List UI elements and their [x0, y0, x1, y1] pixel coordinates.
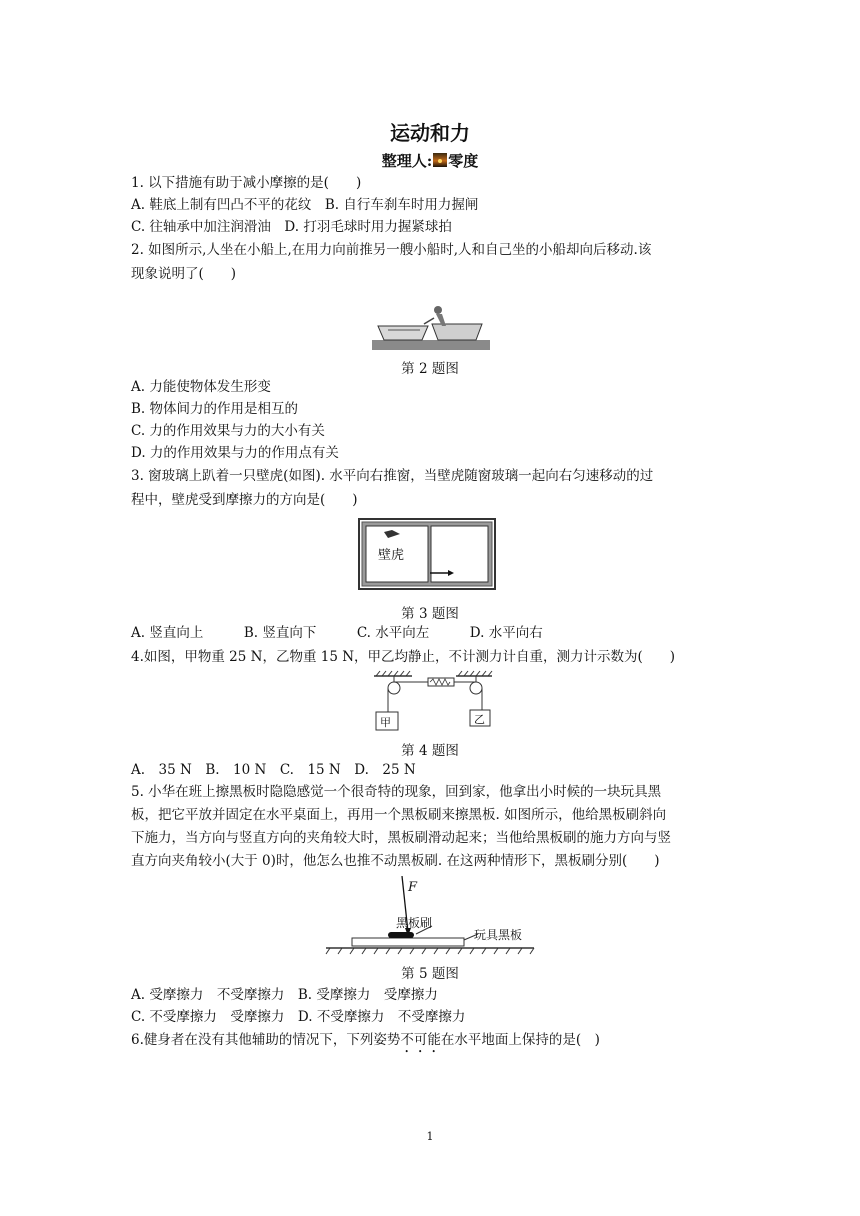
- q2-option-b: B. 物体间力的作用是相互的: [131, 401, 299, 417]
- q5-caption: 第 5 题图: [401, 966, 459, 982]
- compiler-name: 零度: [448, 152, 479, 170]
- gecko-label: 壁虎: [378, 548, 405, 563]
- force-label: F: [408, 880, 418, 895]
- block-jia-label: 甲: [380, 716, 391, 729]
- boat-figure: [372, 304, 490, 350]
- q6-stem-emphasis: 不可能: [400, 1032, 441, 1048]
- compiler-line: [0, 150, 860, 171]
- sunset-icon: [433, 153, 447, 167]
- brush-label: 黑板刷: [396, 916, 433, 930]
- q3-options: A. 竖直向上 B. 竖直向下 C. 水平向左 D. 水平向右: [131, 625, 543, 641]
- q6-stem-before: 6.健身者在没有其他辅助的情况下，下列姿势: [131, 1032, 401, 1048]
- q2-stem-line1: 2. 如图所示,人坐在小船上,在用力向前推另一艘小船时,人和自己坐的小船却向后移动.该: [131, 242, 652, 258]
- page-number: 1: [426, 1130, 434, 1143]
- q5-options-ab: A. 受摩擦力 不受摩擦力 B. 受摩擦力 受摩擦力: [131, 987, 438, 1003]
- q5-stem-line1: 5. 小华在班上擦黑板时隐隐感觉一个很奇特的现象，回到家，他拿出小时候的一块玩具黑: [131, 784, 662, 800]
- q3-caption: 第 3 题图: [401, 606, 459, 622]
- q4-options: A. 35 N B. 10 N C. 15 N D. 25 N: [131, 762, 416, 778]
- q2-option-a: A. 力能使物体发生形变: [131, 379, 271, 395]
- q4-caption: 第 4 题图: [401, 743, 459, 759]
- q5-stem-line2: 板，把它平放并固定在水平桌面上，再用一个黑板刷来擦黑板. 如图所示，他给黑板刷斜向: [131, 807, 667, 823]
- q3-stem-line1: 3. 窗玻璃上趴着一只壁虎(如图). 水平向右推窗，当壁虎随窗玻璃一起向右匀速移动的过: [131, 468, 654, 484]
- q5-options-cd: C. 不受摩擦力 受摩擦力 D. 不受摩擦力 不受摩擦力: [131, 1009, 466, 1025]
- q1-options-cd: C. 往轴承中加注润滑油 D. 打羽毛球时用力握紧球拍: [131, 219, 452, 235]
- q5-stem-line4: 直方向夹角较小(大于 0)时，他怎么也推不动黑板刷. 在这两种情形下，黑板刷分别( ): [131, 853, 660, 869]
- board-label: 玩具黑板: [474, 928, 523, 942]
- q4-stem: 4.如图，甲物重 25 N，乙物重 15 N，甲乙均静止，不计测力计自重，测力计示数为( ): [131, 649, 676, 665]
- q2-stem-line2: 现象说明了( ): [131, 266, 237, 282]
- q6-stem: [131, 1031, 600, 1056]
- compiler-label: 整理人:: [381, 152, 433, 170]
- window-figure: [358, 518, 496, 590]
- q2-option-c: C. 力的作用效果与力的大小有关: [131, 423, 325, 439]
- q2-caption: 第 2 题图: [401, 361, 459, 377]
- brush-figure: [322, 876, 538, 956]
- q1-options-ab: A. 鞋底上制有凹凸不平的花纹 B. 自行车刹车时用力握闸: [131, 197, 479, 213]
- q5-stem-line3: 下施力，当方向与竖直方向的夹角较大时，黑板刷滑动起来；当他给黑板刷的施力方向与竖: [131, 830, 671, 846]
- pulley-figure: [372, 670, 494, 738]
- q6-stem-after: 在水平地面上保持的是( ): [440, 1032, 600, 1048]
- q2-option-d: D. 力的作用效果与力的作用点有关: [131, 445, 339, 461]
- block-yi-label: 乙: [474, 713, 485, 726]
- q3-stem-line2: 程中，壁虎受到摩擦力的方向是( ): [131, 492, 358, 508]
- page-title: 运动和力: [390, 121, 470, 145]
- q1-stem: 1. 以下措施有助于减小摩擦的是( ): [131, 175, 362, 191]
